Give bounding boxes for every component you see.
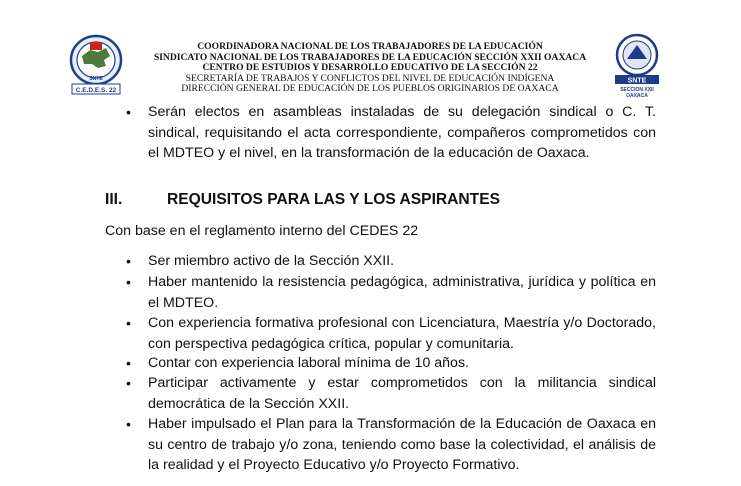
left-logo-cedes-text: C.E.D.E.S. 22	[75, 87, 117, 94]
header-text-block	[120, 42, 620, 95]
header-line-4: SECRETARÍA DE TRABAJOS Y CONFLICTOS DEL NIVEL DE EDUCACIÓN INDÍGENA	[185, 72, 555, 84]
list-item: • Haber mantenido la resistencia pedagógica, administrativa, jurídica y política en el MDTEO.	[148, 272, 656, 313]
list-item: • Ser miembro activo de la Sección XXII.	[148, 251, 656, 272]
section-title: REQUISITOS PARA LAS Y LOS ASPIRANTES	[167, 191, 501, 208]
left-logo-snte-text: SNTE	[89, 76, 103, 82]
list-item: • Con experiencia formativa profesional con Licenciatura, Maestría y/o Doctorado, con perspectiva pedagógica crítica, popular y comunitaria.	[148, 313, 656, 354]
right-logo-snte-text: SNTE	[627, 77, 647, 85]
header-line-3: CENTRO DE ESTUDIOS Y DESARROLLO EDUCATIVO DE LA SECCIÓN 22	[202, 62, 538, 74]
header-line-2: SINDICATO NACIONAL DE LOS TRABAJADORES DE LA EDUCACIÓN SECCIÓN XXII OAXACA	[153, 51, 587, 63]
cedes-22-logo-icon	[68, 34, 124, 96]
section-heading	[105, 191, 500, 209]
section-number: III.	[105, 191, 123, 208]
snte-seccion-xxii-logo-icon	[609, 33, 665, 99]
header-line-1: COORDINADORA NACIONAL DE LOS TRABAJADORES DE LA EDUCACIÓN	[197, 41, 543, 52]
list-item: • Contar con experiencia laboral mínima de 10 años.	[148, 353, 656, 374]
section-intro: Con base en el reglamento interno del CEDES 22	[105, 223, 419, 239]
header-line-5: DIRECCIÓN GENERAL DE EDUCACIÓN DE LOS PUEBLOS ORIGINARIOS DE OAXACA	[181, 83, 559, 95]
document-header	[0, 0, 741, 100]
list-item: • Participar activamente y estar comprometidos con la militancia sindical democrática de la Sección XXII.	[148, 373, 656, 414]
right-logo-seccion-text: SECCION XXII	[620, 87, 654, 93]
list-item: • Haber impulsado el Plan para la Transformación de la Educación de Oaxaca en su centro de trabajo y/o zona, teniendo como base la colectividad, el análisis de la realidad y el Proyecto Educativo y/o Proyecto Formativo.	[148, 414, 656, 476]
list-item: • Serán electos en asambleas instaladas de su delegación sindical o C. T. sindical, requisitando el acta correspondiente, compañeros comprometidos con el MDTEO y el nivel, en la transformación de la educación de Oaxaca.	[148, 102, 656, 164]
right-logo-oaxaca-text: OAXACA	[626, 93, 648, 99]
